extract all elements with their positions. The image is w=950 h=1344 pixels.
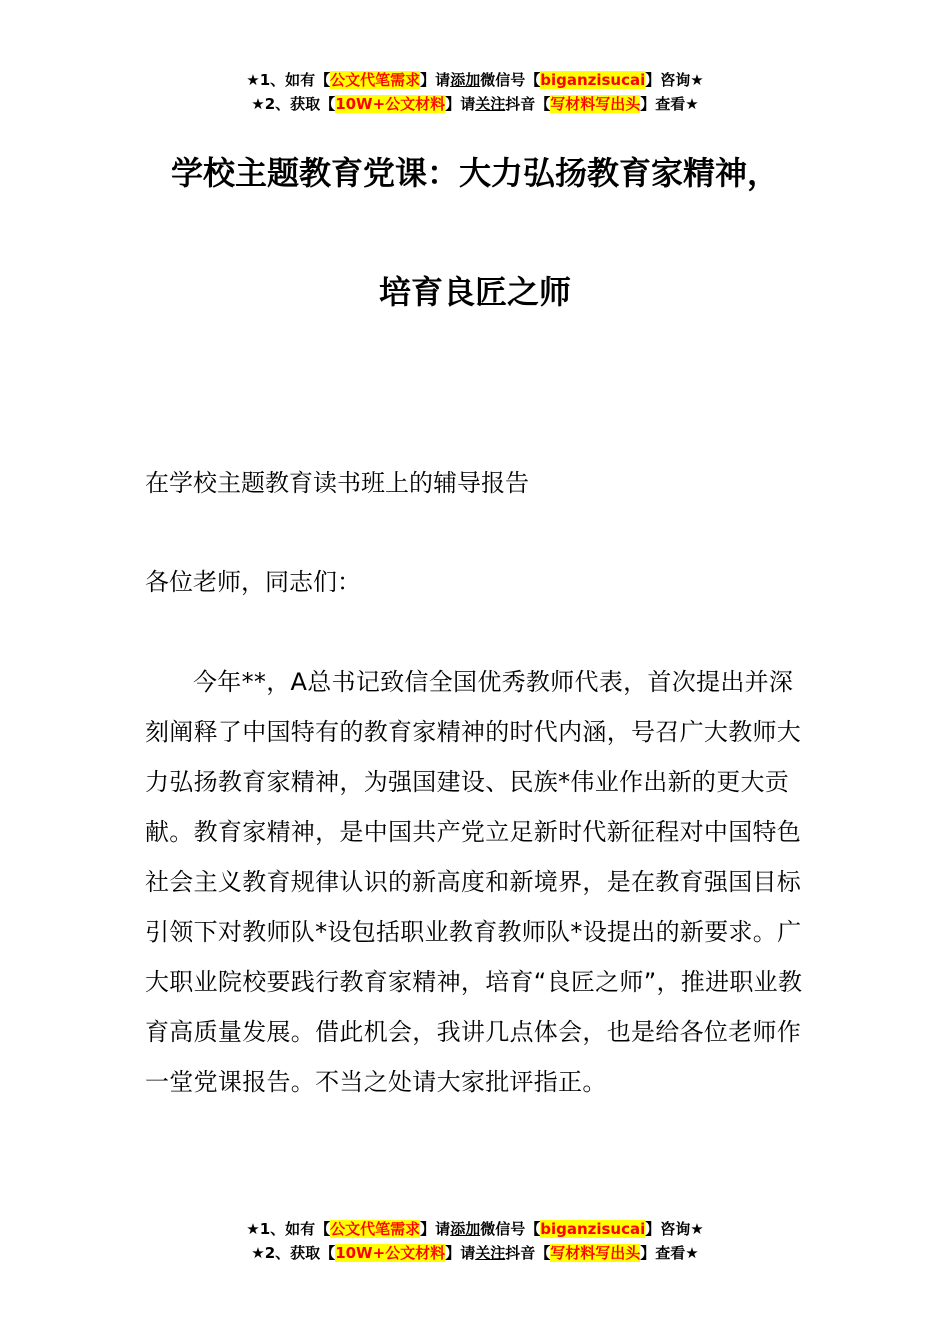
highlight-wechat-id: biganzisucai [540,1220,646,1238]
highlight-wechat-id: biganzisucai [540,71,646,89]
document-title-line-2: 培育良匠之师 [378,273,571,311]
banner-text: 抖音【 [505,95,551,113]
banner-text: 】咨询★ [645,71,704,89]
highlight-service: 公文代笔需求 [330,71,421,89]
banner-text: 】请 [420,71,451,89]
document-subtitle: 在学校主题教育读书班上的辅导报告 [145,469,529,497]
footer-banner [0,1217,950,1265]
banner-text: ★2、获取【 [251,1244,336,1262]
highlight-douyin-id: 写材料写出头 [550,95,641,113]
banner-text: 】请 [445,1244,476,1262]
highlight-materials: 10W+公文材料 [335,95,446,113]
emphasis-text: 添加 [450,71,481,89]
banner-text: 】查看★ [640,1244,699,1262]
banner-text: ★1、如有【 [246,1220,331,1238]
highlight-service: 公文代笔需求 [330,1220,421,1238]
salutation: 各位老师，同志们： [145,568,361,596]
banner-text: 微信号【 [480,71,541,89]
banner-line-1 [0,1217,950,1241]
banner-text: 】请 [445,95,476,113]
document-title-line-1: 学校主题教育党课：大力弘扬教育家精神， [170,154,779,192]
banner-line-2 [0,1241,950,1265]
body-paragraph: 今年**，A总书记致信全国优秀教师代表，首次提出并深刻阐释了中国特有的教育家精神的时代内涵，号召广大教师大力弘扬教育家精神，为强国建设、民族*伟业作出新的更大贡献。教育家精神，是中国共产党立足新时代新征程对中国特色社会主义教育规律认识的新高度和新境界，是在教育强国目标引领下对教师队*设包括职业教育教师队*设提出的新要求。广大职业院校要践行教育家精神，培育“良匠之师”，推进职业教育高质量发展。借此机会，我讲几点体会，也是给各位老师作一堂党课报告。不当之处请大家批评指正。 [145,668,803,1096]
header-banner [0,68,950,116]
banner-line-2 [0,92,950,116]
banner-text: 】请 [420,1220,451,1238]
emphasis-text: 关注 [475,95,506,113]
emphasis-text: 添加 [450,1220,481,1238]
emphasis-text: 关注 [475,1244,506,1262]
highlight-materials: 10W+公文材料 [335,1244,446,1262]
highlight-douyin-id: 写材料写出头 [550,1244,641,1262]
banner-text: 抖音【 [505,1244,551,1262]
banner-text: 】查看★ [640,95,699,113]
banner-text: 微信号【 [480,1220,541,1238]
banner-text: 】咨询★ [645,1220,704,1238]
banner-line-1 [0,68,950,92]
banner-text: ★1、如有【 [246,71,331,89]
banner-text: ★2、获取【 [251,95,336,113]
